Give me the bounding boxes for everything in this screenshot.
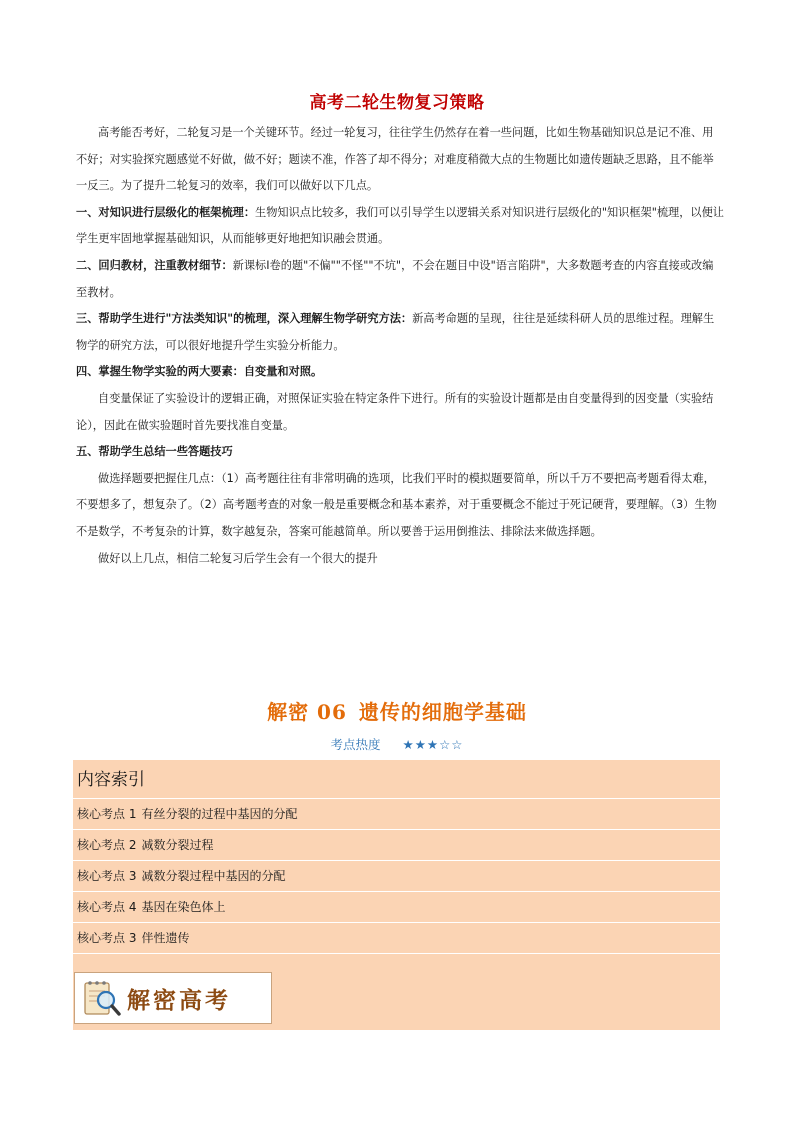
section-2-heading: 二、回归教材，注重教材细节： xyxy=(76,258,233,272)
section-2 xyxy=(76,253,724,306)
logo-text: 解密高考 xyxy=(127,987,231,1014)
section-1-text: 生物知识点比较多，我们可以引导学生以逻辑关系对知识进行层级化的"知识框架"梳理，以便让学生更牢固地掌握基础知识，从而能够更好地把知识融会贯通。 xyxy=(76,205,724,246)
document-title: 高考二轮生物复习策略 xyxy=(309,93,485,113)
section-4-text: 自变量保证了实验设计的逻辑正确，对照保证实验在特定条件下进行。所有的实验设计题都是由自变量得到的因变量（实验结论），因此在做实验题时首先要找准自变量。 xyxy=(76,391,714,432)
index-item-label: 核心考点 3 xyxy=(77,931,137,945)
index-item[interactable] xyxy=(73,892,720,923)
section-3 xyxy=(76,306,724,359)
index-item[interactable] xyxy=(73,923,720,954)
jiemi-gaokao-logo xyxy=(74,972,272,1024)
closing-paragraph: 做好以上几点，相信二轮复习后学生会有一个很大的提升 xyxy=(98,551,378,565)
intro-paragraph: 高考能否考好，二轮复习是一个关键环节。经过一轮复习，往往学生仍然存在着一些问题，比如生物基础知识总是记不准、用不好；对实验探究题感觉不好做，做不好；题读不准，作答了却不得分；对难度稍微大点的生物题比如遗传题缺乏思路，且不能举一反三。为了提升二轮复习的效率，我们可以做好以下几点。 xyxy=(76,126,714,193)
index-item[interactable] xyxy=(73,830,720,861)
section-4-heading: 四、掌握生物学实验的两大要素：自变量和对照。 xyxy=(76,365,323,379)
document-body xyxy=(76,120,724,572)
index-item-label: 核心考点 2 xyxy=(77,838,137,852)
heat-label: 考点热度 xyxy=(330,737,381,752)
index-item-text: 基因在染色体上 xyxy=(141,900,226,914)
section-1 xyxy=(76,200,724,253)
index-item-label: 核心考点 3 xyxy=(77,869,137,883)
chapter-title xyxy=(0,696,794,725)
section-2-text: 新课标Ⅰ卷的题"不偏""不怪""不坑"，不会在题目中设"语言陷阱"，大多数题考查的内容直接或改编至教材。 xyxy=(76,258,714,299)
index-item-text: 减数分裂过程中基因的分配 xyxy=(141,869,286,883)
index-item-label: 核心考点 4 xyxy=(77,900,137,914)
magnifier-notepad-icon xyxy=(79,976,123,1020)
section-3-text: 新高考命题的呈现，往往是延续科研人员的思维过程。理解生物学的研究方法，可以很好地提升学生实验分析能力。 xyxy=(76,312,715,352)
section-5-text: 做选择题要把握住几点：（1）高考题往往有非常明确的选项，比我们平时的模拟题要简单，所以千万不要把高考题看得太难，不要想多了，想复杂了。（2）高考题考查的对象一般是重要概念和基本素养，对于重要概念不能过于死记硬背，要理解。（3）生物不是数学，不考复杂的计算，数字越复杂，答案可能越简单。所以要善于运用倒推法、排除法来做选择题。 xyxy=(76,471,717,538)
chapter-name: 遗传的细胞学基础 xyxy=(358,700,527,724)
index-item-label: 核心考点 1 xyxy=(77,807,137,821)
index-item-text: 减数分裂过程 xyxy=(141,838,214,852)
index-item-text: 有丝分裂的过程中基因的分配 xyxy=(141,807,298,821)
heat-stars: ★★★☆☆ xyxy=(402,737,464,752)
index-item[interactable] xyxy=(73,799,720,830)
index-heading: 内容索引 xyxy=(73,760,720,799)
section-1-heading: 一、对知识进行层级化的框架梳理： xyxy=(76,205,256,219)
index-item[interactable] xyxy=(73,861,720,892)
section-3-heading: 三、帮助学生进行"方法类知识"的梳理，深入理解生物学研究方法： xyxy=(76,312,413,326)
index-item-text: 伴性遗传 xyxy=(141,931,190,945)
chapter-number: 解密 06 xyxy=(267,700,347,724)
topic-heat xyxy=(0,735,794,753)
section-5-heading: 五、帮助学生总结一些答题技巧 xyxy=(76,445,233,459)
